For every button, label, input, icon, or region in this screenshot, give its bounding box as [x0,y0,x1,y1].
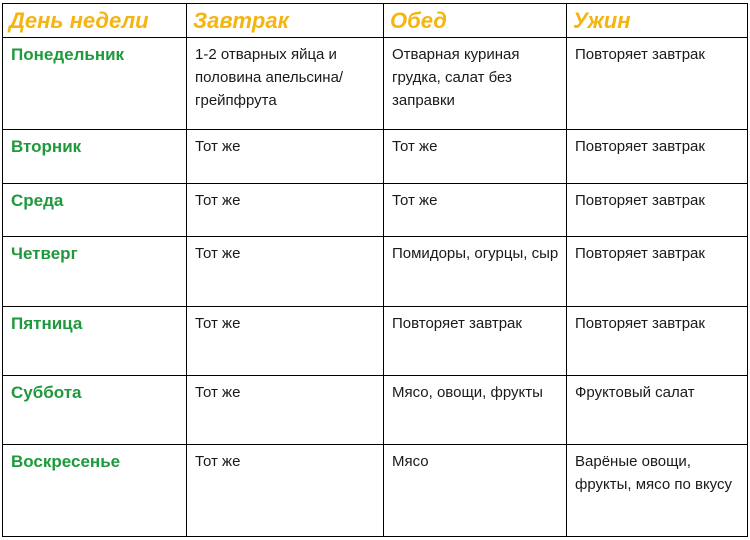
lunch-cell: Мясо, овощи, фрукты [384,376,567,445]
day-cell: Среда [3,184,187,237]
lunch-cell: Тот же [384,184,567,237]
lunch-cell: Повторяет завтрак [384,307,567,376]
table-row [3,307,748,376]
breakfast-cell: Тот же [187,307,384,376]
lunch-cell: Помидоры, огурцы, сыр [384,237,567,307]
day-cell: Суббота [3,376,187,445]
day-cell: Четверг [3,237,187,307]
breakfast-cell: Тот же [187,376,384,445]
day-cell: Понедельник [3,38,187,130]
table-row [3,38,748,130]
table-body [3,38,748,537]
table-row [3,130,748,184]
header-day: День недели [3,4,187,38]
table-header [3,4,748,38]
table-row [3,376,748,445]
lunch-cell: Отварная куриная грудка, салат без заправки [384,38,567,130]
day-cell: Вторник [3,130,187,184]
table-row [3,184,748,237]
breakfast-cell: 1-2 отварных яйца и половина апельсина/грейпфрута [187,38,384,130]
dinner-cell: Повторяет завтрак [567,184,748,237]
lunch-cell: Мясо [384,445,567,537]
header-row [3,4,748,38]
diet-menu-table [2,3,748,537]
lunch-cell: Тот же [384,130,567,184]
day-cell: Пятница [3,307,187,376]
header-breakfast: Завтрак [187,4,384,38]
dinner-cell: Повторяет завтрак [567,130,748,184]
table-row [3,445,748,537]
breakfast-cell: Тот же [187,184,384,237]
header-dinner: Ужин [567,4,748,38]
table-row [3,237,748,307]
dinner-cell: Повторяет завтрак [567,307,748,376]
day-cell: Воскресенье [3,445,187,537]
dinner-cell: Фруктовый салат [567,376,748,445]
dinner-cell: Повторяет завтрак [567,237,748,307]
dinner-cell: Варёные овощи, фрукты, мясо по вкусу [567,445,748,537]
breakfast-cell: Тот же [187,130,384,184]
breakfast-cell: Тот же [187,445,384,537]
dinner-cell: Повторяет завтрак [567,38,748,130]
header-lunch: Обед [384,4,567,38]
breakfast-cell: Тот же [187,237,384,307]
